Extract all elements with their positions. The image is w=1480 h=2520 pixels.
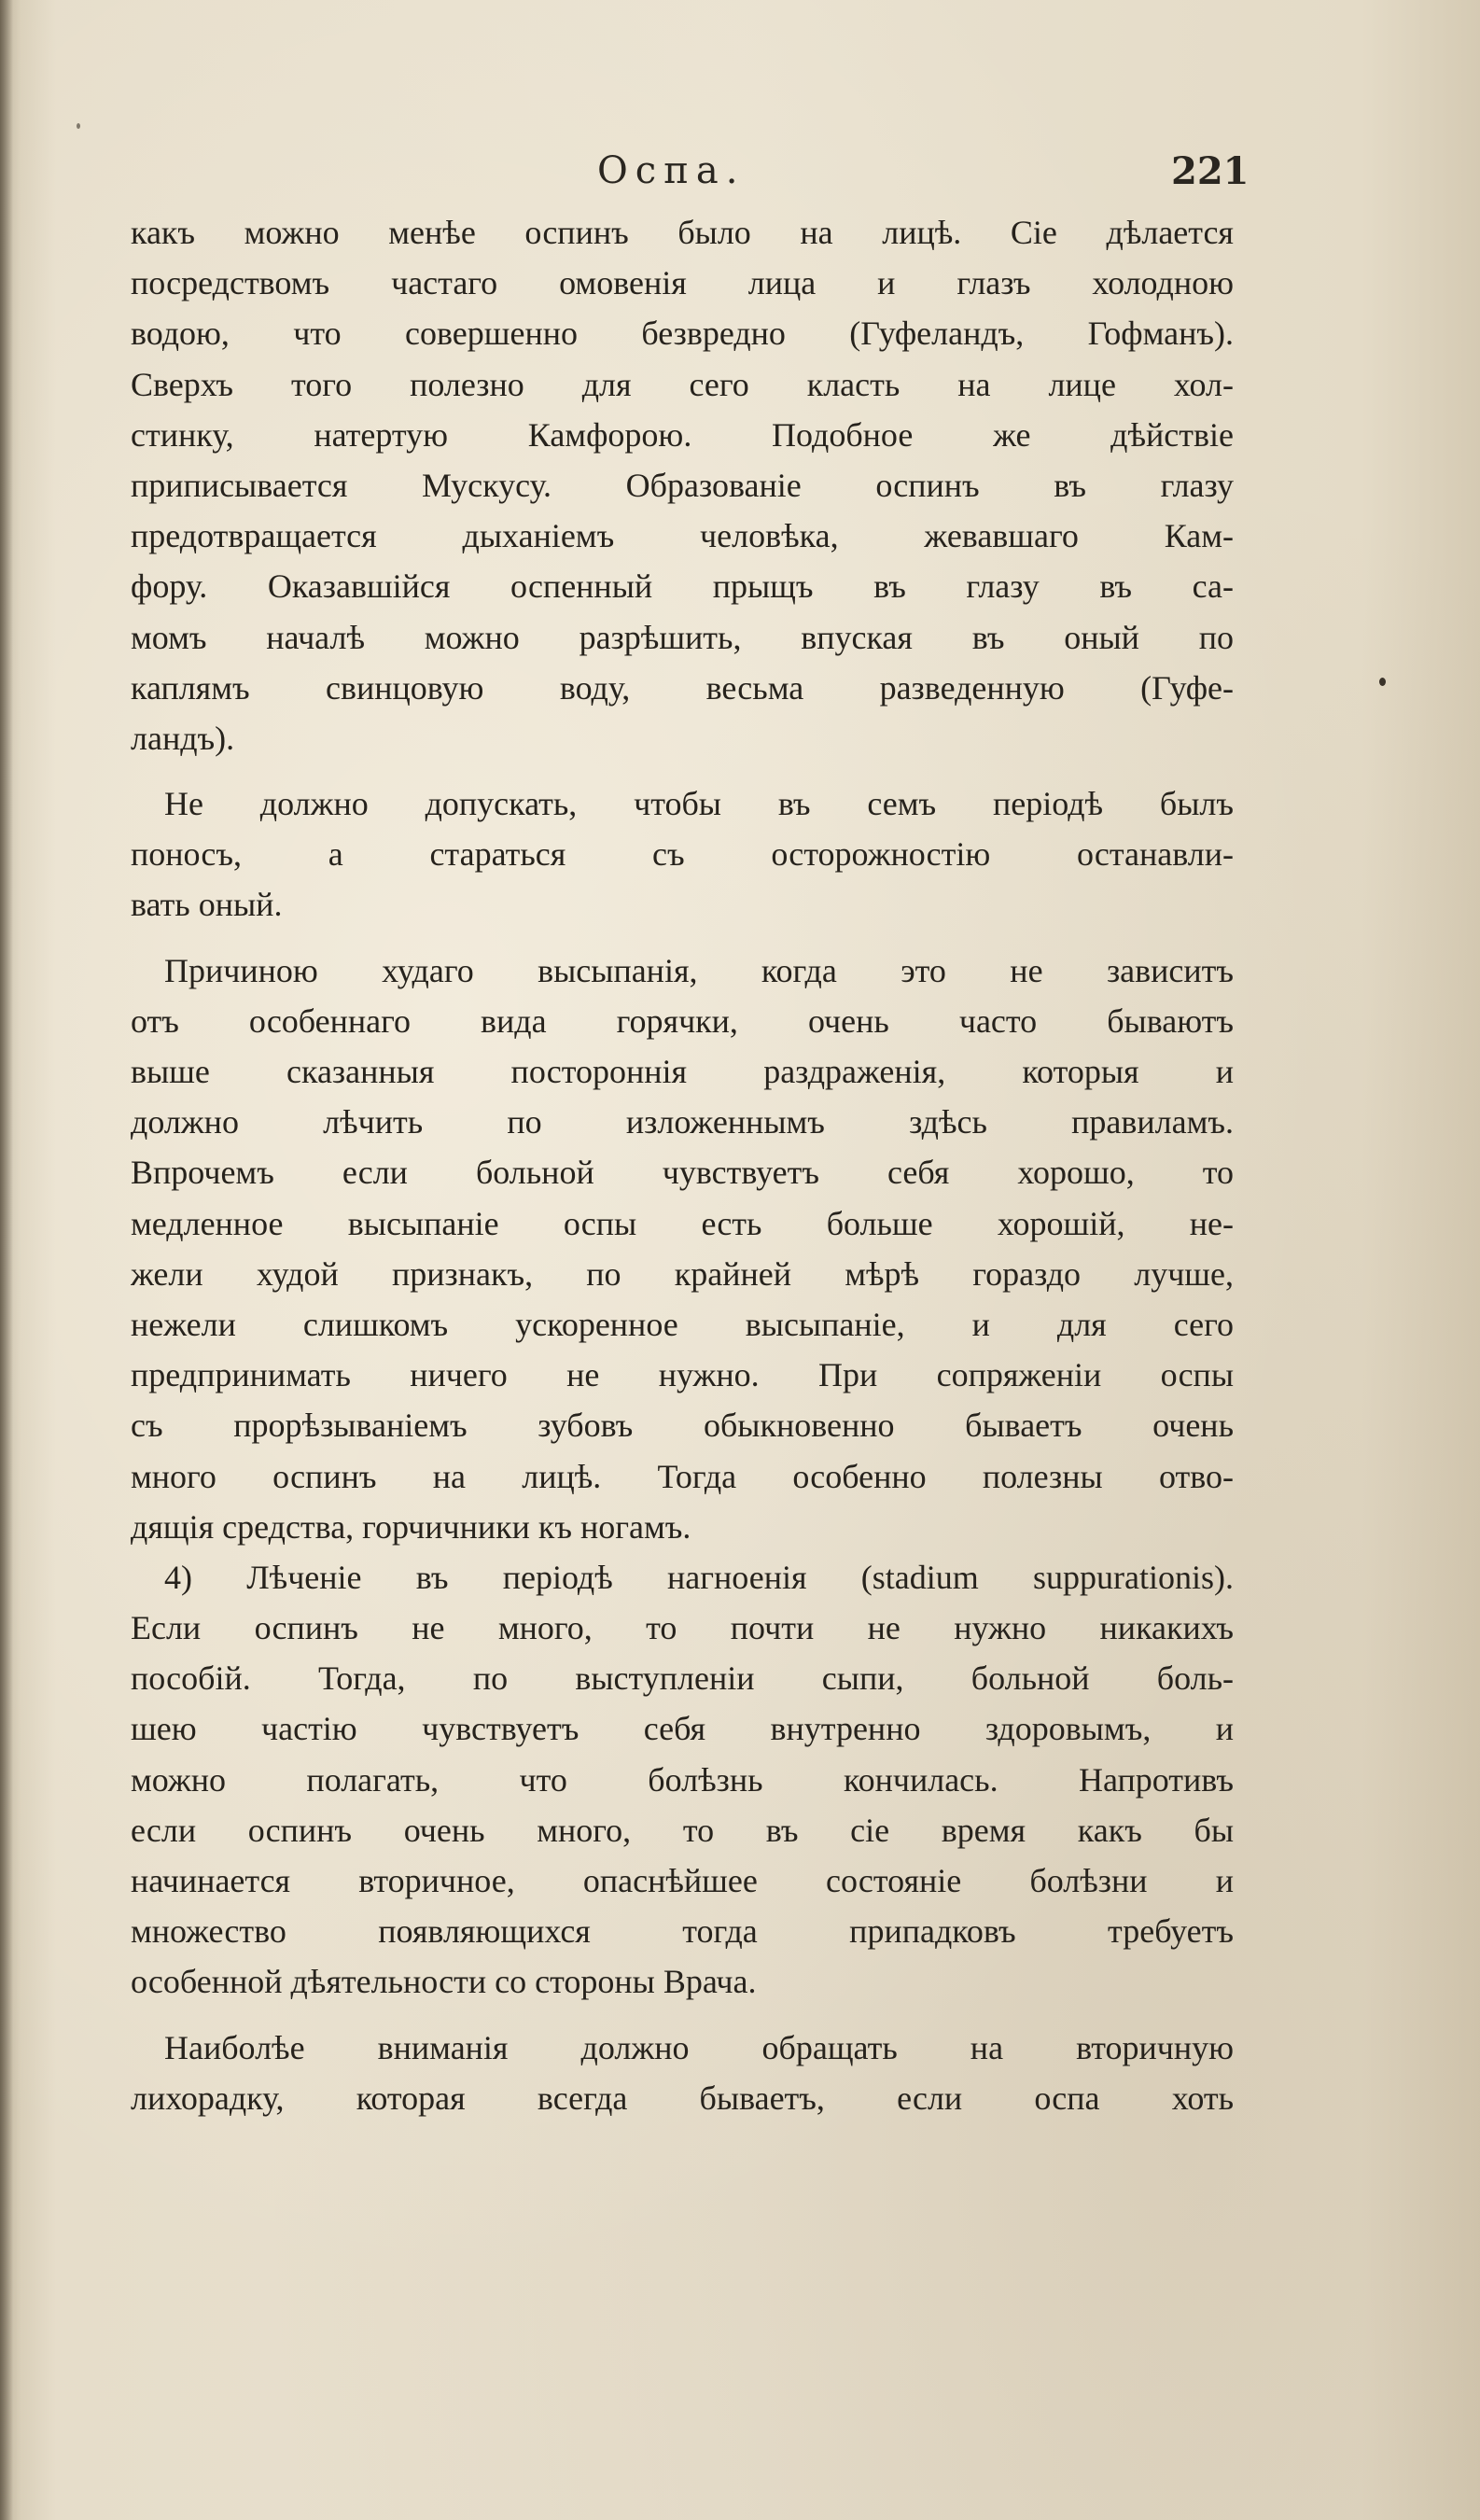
text-line: поносъ, а стараться съ осторожностію останавли-: [131, 835, 1234, 874]
text-line: Сверхъ того полезно для сего класть на лице хол-: [131, 365, 1234, 403]
text-line: лихорадку, которая всегда бываетъ, если оспа хоть: [131, 2079, 1234, 2117]
text-line: Впрочемъ если больной чувствуетъ себя хорошо, то: [131, 1154, 1234, 1192]
text-line: водою, что совершенно безвредно (Гуфеландъ, Гофманъ).: [131, 315, 1234, 353]
text-line: вать оный.: [131, 886, 283, 924]
body-text: [131, 207, 1234, 2123]
text-line: предпринимать ничего не нужно. При сопряженіи оспы: [131, 1356, 1234, 1394]
paragraph-gap: [131, 2008, 1234, 2023]
text-line: приписывается Мускусу. Образованіе оспинъ въ глазу: [131, 466, 1234, 504]
text-line: если оспинъ очень много, то въ сіе время какъ бы: [131, 1811, 1234, 1849]
page-number: 221: [1171, 149, 1250, 193]
text-line: отъ особеннаго вида горячки, очень часто бываютъ: [131, 1001, 1234, 1040]
text-line: шею частію чувствуетъ себя внутренно здоровымъ, и: [131, 1710, 1234, 1748]
text-line: предотвращается дыханіемъ человѣка, жевавшаго Кам-: [131, 517, 1234, 555]
text-line: должно лѣчить по изложеннымъ здѣсь правиламъ.: [131, 1103, 1234, 1141]
paragraph-gap: [131, 931, 1234, 945]
text-line: Причиною худаго высыпанія, когда это не зависитъ: [164, 951, 1234, 989]
text-line: Не должно допускать, чтобы въ семъ періодѣ былъ: [164, 785, 1234, 823]
text-line: посредствомъ частаго омовенія лица и глазъ холодною: [131, 264, 1234, 302]
paragraph-gap: [131, 763, 1234, 778]
text-line: каплямъ свинцовую воду, весьма разведенную (Гуфе-: [131, 668, 1234, 707]
text-line: Наиболѣе вниманія должно обращать на вторичную: [164, 2028, 1234, 2066]
text-line: можно полагать, что болѣзнь кончилась. Напротивъ: [131, 1760, 1234, 1799]
text-line: фору. Оказавшійся оспенный прыщъ въ глазу въ са-: [131, 567, 1234, 606]
text-line: какъ можно менѣе оспинъ было на лицѣ. Сіе дѣлается: [131, 214, 1234, 251]
text-line: Если оспинъ не много, то почти не нужно никакихъ: [131, 1609, 1234, 1647]
text-line: дящія средства, горчичники къ ногамъ.: [131, 1507, 691, 1546]
text-line: медленное высыпаніе оспы есть больше хорошій, не-: [131, 1204, 1234, 1242]
text-line: начинается вторичное, опаснѣйшее состояніе болѣзни и: [131, 1862, 1234, 1899]
text-line: жели худой признакъ, по крайней мѣрѣ гораздо лучше,: [131, 1254, 1234, 1293]
text-line: съ прорѣзываніемъ зубовъ обыкновенно бываетъ очень: [131, 1407, 1234, 1445]
print-speck: [77, 123, 80, 129]
page-binding-shadow: [0, 0, 13, 2520]
text-line: выше сказанныя постороннія раздраженія, которыя и: [131, 1053, 1234, 1090]
text-line: множество появляющихся тогда припадковъ требуетъ: [131, 1912, 1234, 1951]
text-line: ландъ).: [131, 719, 235, 757]
text-line: пособій. Тогда, по выступленіи сыпи, больной боль-: [131, 1659, 1234, 1698]
running-head: [0, 149, 1480, 205]
print-speck: [1379, 678, 1386, 686]
text-line: много оспинъ на лицѣ. Тогда особенно полезны отво-: [131, 1457, 1234, 1495]
text-line: нежели слишкомъ ускоренное высыпаніе, и для сего: [131, 1305, 1234, 1343]
text-line: стинку, натертую Камфорою. Подобное же дѣйствіе: [131, 415, 1234, 454]
text-line: 4) Лѣченіе въ періодѣ нагноенія (stadium suppurationis).: [164, 1558, 1234, 1596]
running-head-title: Оспа.: [597, 149, 746, 192]
text-line: момъ началѣ можно разрѣшить, впуская въ оный по: [131, 618, 1234, 656]
text-line: особенной дѣятельности со стороны Врача.: [131, 1963, 757, 2001]
